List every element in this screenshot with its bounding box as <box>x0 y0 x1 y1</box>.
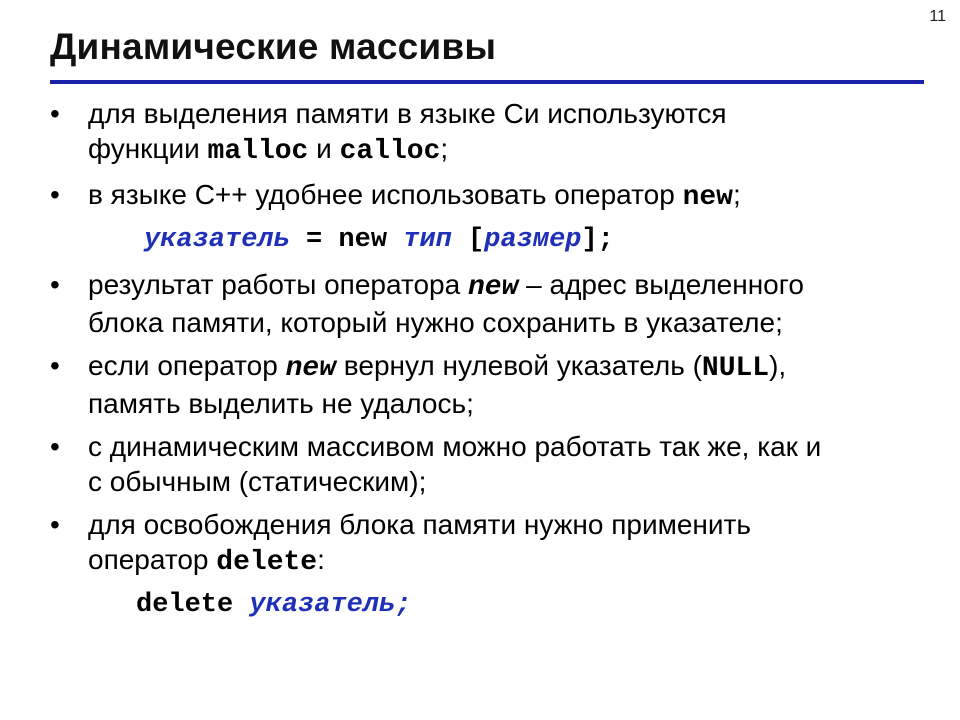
code-type-placeholder: тип <box>403 225 452 255</box>
slide-title: Динамические массивы <box>50 26 497 67</box>
bullet-text: функции <box>88 133 208 164</box>
bullet-text: вернул нулевой указатель ( <box>336 350 702 381</box>
code-eq-new: = new <box>289 225 404 255</box>
bullet-text: если оператор <box>88 350 286 381</box>
bullet-null <box>50 348 930 421</box>
code-pointer-placeholder: указатель <box>249 590 396 620</box>
bullet-text: с обычным (статическим); <box>88 466 427 497</box>
bullet-text: с динамическим массивом можно работать так же, как и <box>88 431 822 462</box>
code-malloc: malloc <box>207 136 309 167</box>
bullet-delete <box>50 507 930 580</box>
bullet-text: блока памяти, который нужно сохранить в указателе; <box>88 307 783 338</box>
code-new: new <box>285 353 337 384</box>
code-semicolon: ; <box>395 590 412 620</box>
bullet-text: ; <box>440 133 449 164</box>
bullet-text: оператор <box>88 544 217 575</box>
code-new: new <box>682 182 733 213</box>
code-bracket-close: ]; <box>581 225 614 255</box>
bullet-cpp-new <box>50 177 930 215</box>
bullet-text: для выделения памяти в языке Си используются <box>88 98 727 129</box>
code-delete: delete <box>216 547 318 578</box>
bullet-malloc <box>50 96 930 169</box>
code-delete-syntax <box>50 588 930 623</box>
bullet-text: ), <box>769 350 787 381</box>
bullet-list <box>50 96 930 632</box>
bullet-work-like-static <box>50 429 930 499</box>
bullet-new-result <box>50 267 930 340</box>
bullet-text: ; <box>732 179 741 210</box>
bullet-text: и <box>308 133 340 164</box>
bullet-text: для освобождения блока памяти нужно применить <box>88 509 751 540</box>
title-underline <box>50 80 924 84</box>
code-null: NULL <box>701 353 770 384</box>
code-delete-keyword: delete <box>136 590 250 620</box>
bullet-text: результат работы оператора <box>88 269 468 300</box>
code-new-syntax <box>50 223 930 258</box>
code-calloc: calloc <box>339 136 441 167</box>
bullet-text: в языке С++ удобнее использовать оператор <box>88 179 683 210</box>
bullet-text: память выделить не удалось; <box>88 388 474 419</box>
code-size-placeholder: размер <box>484 225 582 255</box>
code-bracket-open: [ <box>451 225 485 255</box>
bullet-text: – адрес выделенного <box>518 269 804 300</box>
code-pointer-placeholder: указатель <box>144 225 290 255</box>
page-number: 11 <box>929 8 946 25</box>
code-new: new <box>467 272 519 303</box>
bullet-text: : <box>317 544 325 575</box>
